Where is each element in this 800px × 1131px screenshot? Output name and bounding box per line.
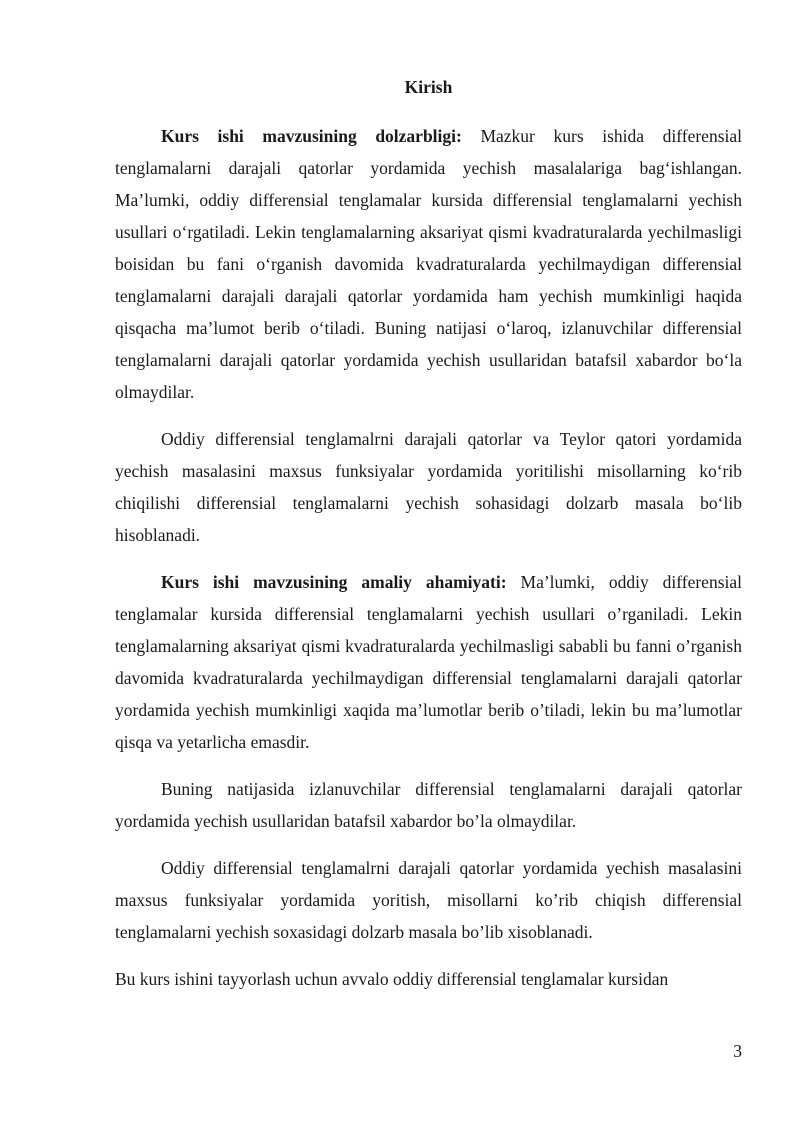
page-number: 3 xyxy=(733,1041,742,1061)
paragraph-taylor xyxy=(115,423,742,551)
paragraph-practical-importance xyxy=(115,566,742,758)
paragraph-preparation xyxy=(115,963,742,995)
paragraph-text: Buning natijasida izlanuvchilar differensial tenglamalarni darajali qatorlar yordamida yechish usullaridan batafsil xabardor bo’la olmaydilar. xyxy=(115,779,742,831)
body-text xyxy=(115,120,742,1010)
paragraph-result xyxy=(115,773,742,837)
paragraph-text: Oddiy differensial tenglamalrni darajali qatorlar yordamida yechish masalasini maxsus funksiyalar yordamida yoritish, misollarni ko’rib chiqish differensial tenglamalarni yechish soxasidagi dolzarb masala bo’lib xisoblanadi. xyxy=(115,858,742,942)
section-title: Kirish xyxy=(404,77,453,97)
paragraph-special-functions xyxy=(115,852,742,948)
paragraph-lead: Kurs ishi mavzusining dolzarbligi: xyxy=(161,126,462,146)
document-page xyxy=(115,0,742,1131)
paragraph-text: Bu kurs ishini tayyorlash uchun avvalo oddiy differensial tenglamalar kursidan xyxy=(115,969,669,989)
paragraph-lead: Kurs ishi mavzusining amaliy ahamiyati: xyxy=(161,572,507,592)
paragraph-relevance xyxy=(115,120,742,408)
paragraph-text: Ma’lumki, oddiy differensial tenglamalar kursida differensial tenglamalarni yechish usullari o’rganiladi. Lekin tenglamalarning aksariyat qismi kvadraturalarda yechilmasligi sababli bu fanni o’rganish davomida kvadraturalarda yechilmaydigan differensial tenglamalarni darajali qatorlar yordamida yechish mumkinligi xaqida ma’lumotlar berib o’tiladi, lekin bu ma’lumotlar qisqa va yetarlicha emasdir. xyxy=(115,572,743,752)
paragraph-text: Oddiy differensial tenglamalrni darajali qatorlar va Teylor qatori yordamida yechish masalasini maxsus funksiyalar yordamida yoritilishi misollarning ko‘rib chiqilishi differensial tenglamalarni yechish sohasidagi dolzarb masala bo‘lib hisoblanadi. xyxy=(115,429,742,545)
paragraph-text: Mazkur kurs ishida differensial tenglamalarni darajali qatorlar yordamida yechish masalalariga bag‘ishlangan. Ma’lumki, oddiy differensial tenglamalar kursida differensial tenglamalarni yechish usullari o‘rgatiladi. Lekin tenglamalarning aksariyat qismi kvadraturalarda yechilmasligi boisidan bu fani o‘rganish davomida kvadraturalarda yechilmaydigan differensial tenglamalarni darajali darajali qatorlar yordamida ham yechish mumkinligi haqida qisqacha ma’lumot berib o‘tiladi. Buning natijasi o‘laroq, izlanuvchilar differensial tenglamalarni darajali qatorlar yordamida yechish usullaridan batafsil xabardor bo‘la olmaydilar. xyxy=(115,126,742,402)
